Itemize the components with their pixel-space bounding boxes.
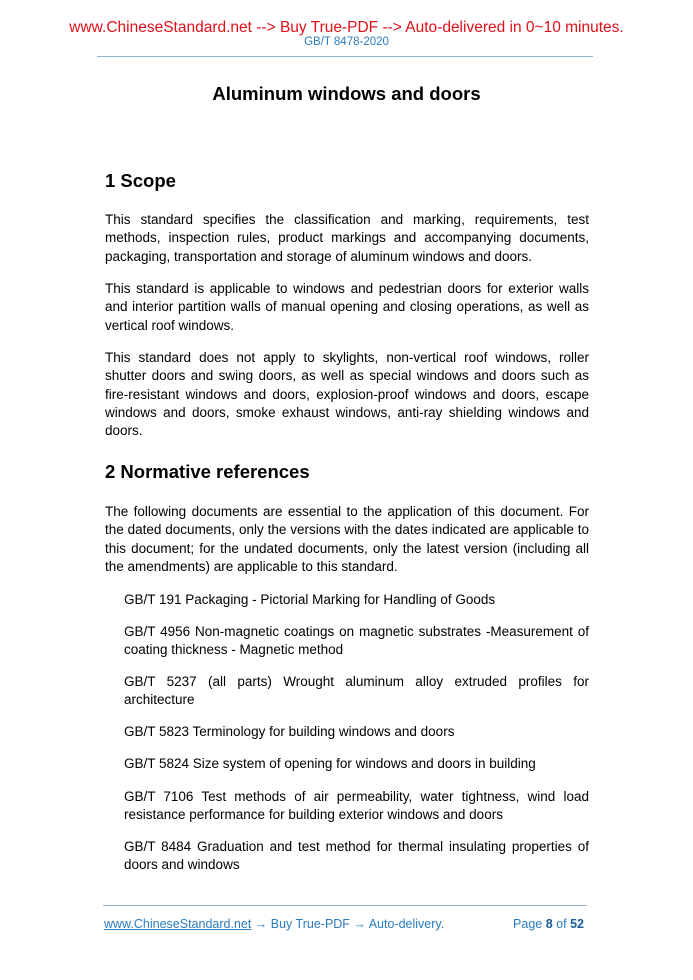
paragraph: This standard is applicable to windows and pedestrian doors for exterior walls and interior partition walls of manual opening and closing operations, as well as vertical roof windows.: [105, 281, 589, 333]
footer-rule: [103, 905, 587, 906]
reference-item: GB/T 191 Packaging - Pictorial Marking for Handling of Goods: [124, 592, 496, 607]
header-rule: [97, 56, 593, 57]
reference-item: GB/T 8484 Graduation and test method for thermal insulating properties of doors and windows: [124, 839, 589, 873]
reference-item: GB/T 4956 Non-magnetic coatings on magnetic substrates -Measurement of coating thickness - Magnetic method: [124, 624, 589, 658]
footer-text: → Buy True-PDF → Auto-delivery.: [251, 917, 445, 931]
of-label: of: [556, 917, 567, 931]
document-number: GB/T 8478-2020: [304, 36, 389, 48]
promo-banner[interactable]: www.ChineseStandard.net --> Buy True-PDF --> Auto-delivered in 0~10 minutes.: [69, 19, 624, 36]
reference-item: GB/T 5823 Terminology for building windows and doors: [124, 724, 455, 739]
paragraph: This standard specifies the classification and marking, requirements, test methods, inspection rules, product markings and accompanying documents, packaging, transportation and storage of aluminum windows and doors.: [105, 212, 589, 264]
paragraph: This standard does not apply to skylights, non-vertical roof windows, roller shutter doors and swing doors, as well as special windows and doors such as fire-resistant windows and doors, explosion-proof windows and doors, escape windows and doors, smoke exhaust windows, anti-ray shielding windows and doors.: [105, 350, 589, 439]
page-label: Page: [513, 917, 543, 931]
paragraph: The following documents are essential to the application of this document. For the dated documents, only the versions with the dates indicated are applicable to this document; for the undated documents, only the latest version (including all the amendments) are applicable to this standard.: [105, 504, 589, 574]
footer-site-link[interactable]: www.ChineseStandard.net: [104, 917, 252, 931]
section-heading-scope: 1 Scope: [105, 170, 176, 191]
footer: [104, 916, 584, 932]
reference-item: GB/T 5237 (all parts) Wrought aluminum alloy extruded profiles for architecture: [124, 674, 589, 708]
page-title: Aluminum windows and doors: [212, 83, 481, 104]
page-indicator: [513, 916, 584, 932]
reference-item: GB/T 7106 Test methods of air permeability, water tightness, wind load resistance performance for building exterior windows and doors: [124, 789, 589, 823]
total-pages: 52: [570, 917, 584, 931]
section-heading-normative-references: 2 Normative references: [105, 461, 310, 482]
page-number: 8: [545, 917, 553, 931]
reference-item: GB/T 5824 Size system of opening for windows and doors in building: [124, 756, 536, 771]
